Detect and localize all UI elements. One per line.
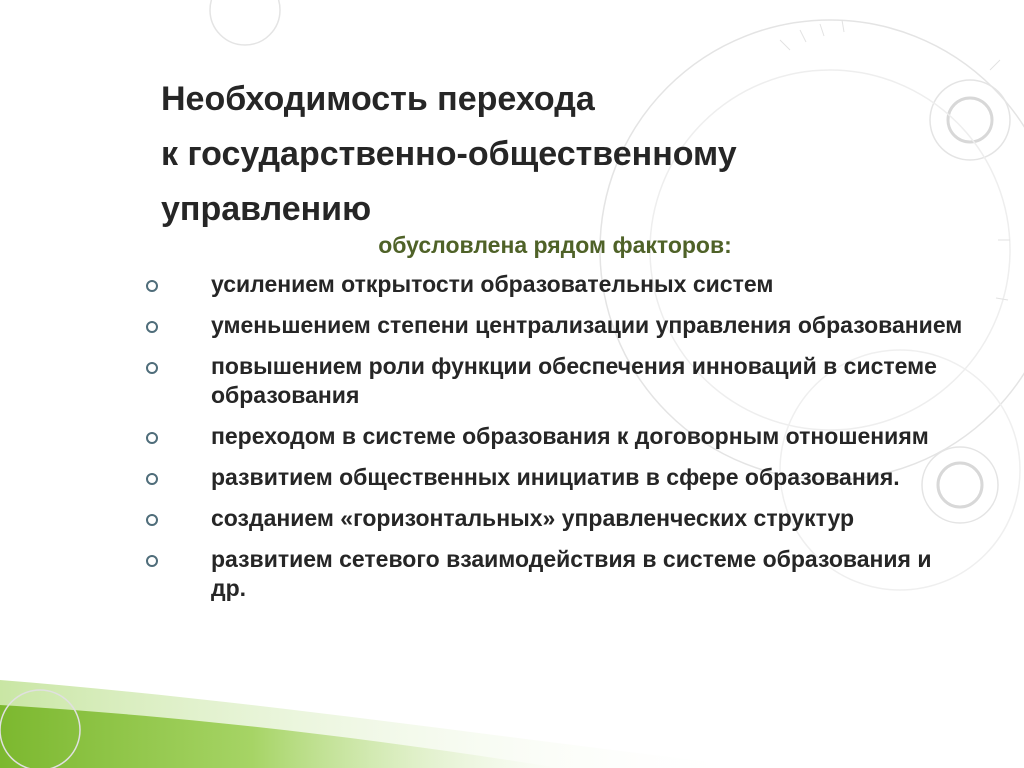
list-item-text: развитием сетевого взаимодействия в системе образования и др. (211, 546, 932, 601)
list-item (146, 270, 966, 299)
list-item-text: уменьшением степени централизации управления образованием (211, 312, 963, 338)
circle-bullet-icon (146, 473, 158, 485)
circle-bullet-icon (146, 362, 158, 374)
list-item (146, 422, 966, 451)
title-line: к государственно-общественному (161, 135, 737, 173)
slide-subtitle: обусловлена рядом факторов: (378, 232, 732, 258)
circle-bullet-icon (146, 555, 158, 567)
circle-bullet-icon (146, 432, 158, 444)
list-item (146, 545, 966, 603)
list-item-text: повышением роли функции обеспечения инноваций в системе образования (211, 353, 937, 408)
list-item-text: усилением открытости образовательных систем (211, 271, 774, 297)
list-item (146, 352, 966, 410)
slide-title (161, 72, 941, 237)
list-item-text: созданием «горизонтальных» управленческих структур (211, 505, 855, 531)
circle-bullet-icon (146, 321, 158, 333)
title-line: Необходимость перехода (161, 80, 595, 118)
list-item (146, 311, 966, 340)
circle-bullet-icon (146, 280, 158, 292)
list-item-text: развитием общественных инициатив в сфере образования. (211, 464, 900, 490)
list-item (146, 504, 966, 533)
list-item-text: переходом в системе образования к договорным отношениям (211, 423, 929, 449)
circle-bullet-icon (146, 514, 158, 526)
factor-list (146, 270, 966, 603)
title-line: управлению (161, 190, 372, 228)
list-item (146, 463, 966, 492)
